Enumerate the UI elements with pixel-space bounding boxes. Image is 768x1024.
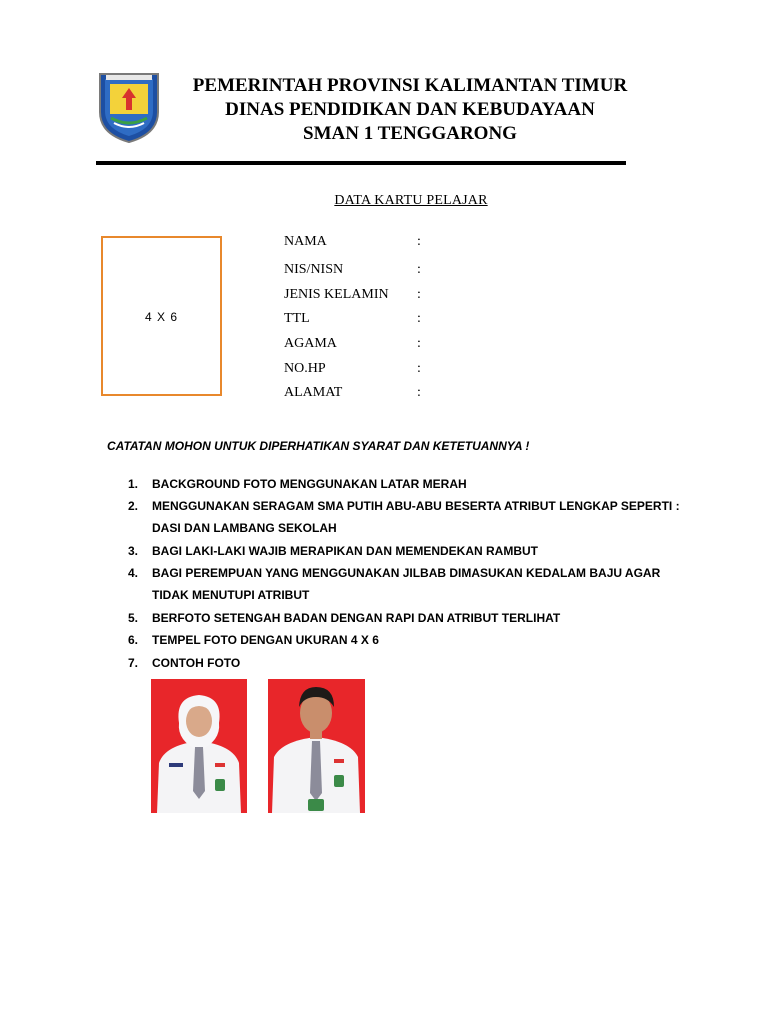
field-colon: :: [417, 262, 421, 277]
field-label: NO.HP: [284, 361, 326, 376]
field-label: TTL: [284, 311, 310, 326]
requirement-text: BACKGROUND FOTO MENGGUNAKAN LATAR MERAH: [152, 477, 467, 491]
requirement-number: 3.: [128, 544, 139, 558]
field-agama: [284, 336, 421, 352]
field-colon: :: [417, 311, 421, 326]
school-emblem-logo: [96, 68, 162, 144]
requirement-text: MENGGUNAKAN SERAGAM SMA PUTIH ABU-ABU BESERTA ATRIBUT LENGKAP SEPERTI :: [152, 499, 680, 513]
field-colon: :: [417, 287, 421, 302]
photo-size-label: 4 X 6: [144, 310, 179, 324]
field-colon: :: [417, 336, 421, 351]
requirement-text: BERFOTO SETENGAH BADAN DENGAN RAPI DAN ATRIBUT TERLIHAT: [152, 611, 561, 625]
photo-placeholder-box: [101, 236, 222, 396]
field-nama: [284, 234, 421, 250]
field-label: JENIS KELAMIN: [284, 287, 389, 302]
requirement-text: DASI DAN LAMBANG SEKOLAH: [152, 521, 337, 535]
field-colon: :: [417, 361, 421, 376]
field-label: NAMA: [284, 234, 327, 249]
field-label: NIS/NISN: [284, 262, 344, 277]
requirement-number: 6.: [128, 633, 139, 647]
sample-photo-male-student: [268, 679, 365, 813]
letterhead-line-province: PEMERINTAH PROVINSI KALIMANTAN TIMUR: [192, 75, 628, 96]
notice-heading: CATATAN MOHON UNTUK DIPERHATIKAN SYARAT DAN KETETUANNYA !: [107, 439, 530, 453]
field-nis-nisn: [284, 262, 421, 278]
letterhead-line-department: DINAS PENDIDIKAN DAN KEBUDAYAAN: [225, 99, 595, 120]
requirement-number: 5.: [128, 611, 139, 625]
field-colon: :: [417, 385, 421, 400]
field-ttl: [284, 311, 421, 327]
field-alamat: [284, 385, 421, 401]
requirement-text: BAGI PEREMPUAN YANG MENGGUNAKAN JILBAB DIMASUKAN KEDALAM BAJU AGAR: [152, 566, 661, 580]
document-title: DATA KARTU PELAJAR: [334, 193, 488, 208]
requirement-text: TEMPEL FOTO DENGAN UKURAN 4 X 6: [152, 633, 379, 647]
requirement-number: 2.: [128, 499, 139, 513]
requirement-text: TIDAK MENUTUPI ATRIBUT: [152, 588, 310, 602]
requirement-number: 7.: [128, 656, 139, 670]
requirement-number: 4.: [128, 566, 139, 580]
requirement-number: 1.: [128, 477, 139, 491]
sample-photo-female-student: [151, 679, 247, 813]
field-label: ALAMAT: [284, 385, 343, 400]
requirement-text: CONTOH FOTO: [152, 656, 241, 670]
field-no-hp: [284, 361, 421, 377]
letterhead-line-school: SMAN 1 TENGGARONG: [303, 123, 517, 144]
field-label: AGAMA: [284, 336, 337, 351]
letterhead-divider: [96, 161, 626, 165]
requirement-text: BAGI LAKI-LAKI WAJIB MERAPIKAN DAN MEMENDEKAN RAMBUT: [152, 544, 538, 558]
field-jenis-kelamin: [284, 287, 421, 303]
letterhead: [160, 74, 660, 146]
field-colon: :: [417, 234, 421, 249]
